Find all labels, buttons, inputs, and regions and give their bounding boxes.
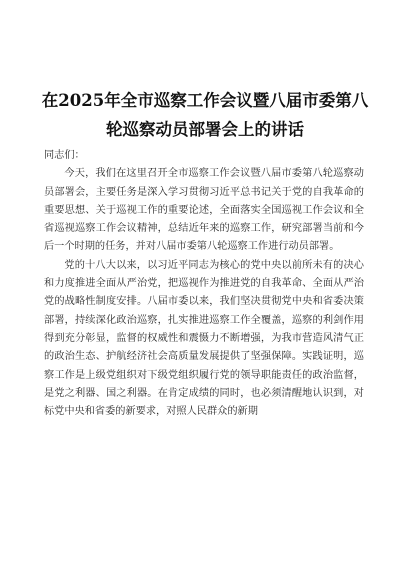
paragraph-1: 今天，我们在这里召开全市巡察工作会议暨八届市委第八轮巡察动员部署会，主要任务是深入学习贯彻习近平总书记关于党的自我革命的重要思想、关于巡视工作的重要论述，全面落实全国巡视工作会议和全省巡视巡察工作会议精神，总结近年来的巡察工作，研究部署当前和今后一个时期的任务，并对八届市委第八轮巡察工作进行动员部署。 <box>44 168 364 253</box>
paragraph-2: 党的十八大以来，以习近平同志为核心的党中央以前所未有的决心和力度推进全面从严治党，把巡视作为推进党的自我革命、全面从严治党的战略性制度安排。八届市委以来，我们坚决贯彻党中央和省委决策部署，持续深化政治巡察，扎实推进巡察工作全覆盖，巡察的利剑作用得到充分彰显，监督的权威性和震慑力不断增强，为我市营造风清气正的政治生态、护航经济社会高质量发展提供了坚强保障。实践证明，巡察工作是上级党组织对下级党组织履行党的领导职能责任的政治监督，是党之利器、国之利器。在肯定成绩的同时，也必须清醒地认识到，对标党中央和省委的新要求，对照人民群众的新期 <box>44 259 364 418</box>
salutation: 同志们： <box>44 150 85 161</box>
document-body <box>44 147 364 421</box>
document-title: 在2025年全市巡察工作会议暨八届市委第八轮巡察动员部署会上的讲话 <box>41 91 369 139</box>
